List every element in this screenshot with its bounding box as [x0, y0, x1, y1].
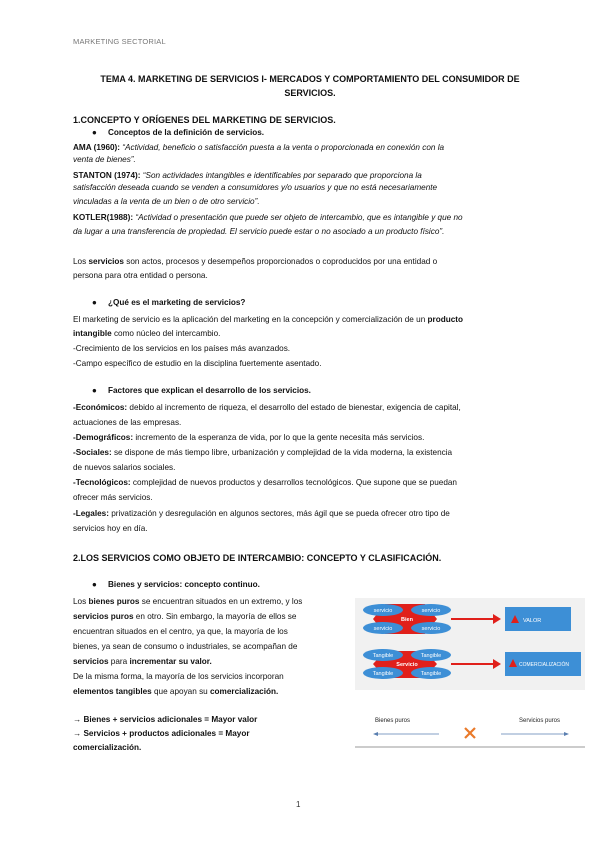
bullet-marketing: ● ¿Qué es el marketing de servicios? — [92, 298, 246, 307]
marketing-paragraph: El marketing de servicio es la aplicación del marketing en la concepción y comercialización de un producto — [73, 315, 464, 324]
continuum-left-arrow — [373, 732, 378, 736]
kotler-definition-cont: da lugar a una transferencia de propiedad. El servicio puede estar o no asociado a un producto físico”. — [73, 227, 445, 236]
section-1-heading: 1.CONCEPTO Y ORÍGENES DEL MARKETING DE SERVICIOS. — [73, 115, 336, 125]
servicio-center-label: Servicio — [396, 662, 418, 668]
document-title: TEMA 4. MARKETING DE SERVICIOS I- MERCADOS Y COMPORTAMIENTO DEL CONSUMIDOR DE SERVICIOS. — [100, 74, 520, 98]
continuum-svg — [355, 712, 585, 752]
continuum-diagram — [355, 712, 585, 752]
running-header: MARKETING SECTORIAL — [73, 37, 166, 46]
factor-legales: -Legales: privatización y desregulación en algunos sectores, más ágil que se pueda ofrecer otro tipo de — [73, 509, 450, 518]
continuum-paragraph-7: elementos tangibles que apoyan su comercialización. — [73, 687, 279, 696]
ama-definition: AMA (1960): “Actividad, beneficio o satisfacción puesta a la venta o proporcionada en conexión con la — [73, 143, 445, 152]
factor-sociales-cont: de nuevos salarios sociales. — [73, 463, 176, 472]
bullet-factores: ● Factores que explican el desarrollo de los servicios. — [92, 386, 311, 395]
ama-definition-cont: venta de bienes”. — [73, 155, 136, 164]
servicios-puros-label: Servicios puros — [519, 718, 561, 724]
kotler-definition: KOTLER(1988): “Actividad o presentación que puede ser objeto de intercambio, que es intangible y que no — [73, 213, 463, 222]
tangible-label-4: Tangible — [420, 671, 442, 677]
bien-label: Bien — [401, 617, 413, 623]
valor-label: VALOR — [523, 618, 542, 624]
stanton-definition: STANTON (1974): “Son actividades intangibles e identificables por separado que proporciona la — [73, 171, 422, 180]
factor-tecnologicos: -Tecnológicos: complejidad de nuevos productos y desarrollos tecnológicos. Que supone que se puedan — [73, 478, 457, 487]
tangible-label-2: Tangible — [420, 653, 442, 659]
continuum-paragraph-4: bienes, ya sean de consumo o industriales, se acompañan de — [73, 642, 298, 651]
bienes-servicios-diagram — [355, 598, 585, 690]
tangible-label-1: Tangible — [372, 653, 394, 659]
continuum-right-arrow — [564, 732, 569, 736]
factor-tecnologicos-cont: ofrecer más servicios. — [73, 493, 153, 502]
servicio-label-1: servicio — [373, 608, 393, 614]
marketing-point-1: -Crecimiento de los servicios en los países más avanzados. — [73, 344, 291, 353]
bullet-concepts: ● Conceptos de la definición de servicios. — [92, 128, 265, 137]
marketing-paragraph-cont: intangible como núcleo del intercambio. — [73, 329, 221, 338]
bullet-bienes-servicios: ● Bienes y servicios: concepto continuo. — [92, 580, 260, 589]
servicio-label-4: servicio — [421, 626, 441, 632]
factor-economicos-cont: actuaciones de las empresas. — [73, 418, 182, 427]
tangible-label-3: Tangible — [372, 671, 394, 677]
continuum-paragraph-5: servicios para incrementar su valor. — [73, 657, 212, 666]
marketing-point-2: -Campo específico de estudio en la disciplina fuertemente asentado. — [73, 359, 322, 368]
servicios-definition-cont: persona para otra entidad o persona. — [73, 271, 208, 280]
equation-servicios-cont: comercialización. — [73, 743, 142, 752]
equation-servicios: → Servicios + productos adicionales = Mayor — [73, 729, 250, 738]
factor-economicos: -Económicos: debido al incremento de riqueza, el desarrollo del estado de bienestar, exigencia de capital, — [73, 403, 461, 412]
bullet-text: Conceptos de la definición de servicios. — [108, 128, 265, 137]
factor-sociales: -Sociales: se dispone de más tiempo libre, urbanización y complejidad de la vida moderna, la existencia — [73, 448, 453, 457]
continuum-paragraph-2: servicios puros en otro. Sin embargo, la mayoría de ellos se — [73, 612, 297, 621]
continuum-paragraph-3: encuentran situados en el centro, ya que, la mayoría de los — [73, 627, 288, 636]
equation-bienes: → Bienes + servicios adicionales = Mayor valor — [73, 715, 258, 724]
bienes-puros-label: Bienes puros — [375, 718, 411, 724]
stanton-definition-cont: satisfacción deseada cuando se venden a consumidores y/o usuarios y que no está necesariamente — [73, 183, 438, 192]
continuum-paragraph-1: Los bienes puros se encuentran situados en un extremo, y los — [73, 597, 303, 606]
factor-legales-cont: servicios hoy en día. — [73, 524, 148, 533]
page-number: 1 — [296, 800, 301, 809]
comercializacion-label: COMERCIALIZACIÓN — [519, 662, 570, 668]
diagram-svg — [355, 598, 585, 690]
servicio-label-2: servicio — [421, 608, 441, 614]
section-2-heading: 2.LOS SERVICIOS COMO OBJETO DE INTERCAMBIO: CONCEPTO Y CLASIFICACIÓN. — [73, 553, 442, 563]
factor-demograficos: -Demográficos: incremento de la esperanza de vida, por lo que la gente necesita más servicios. — [73, 433, 425, 442]
servicios-definition: Los servicios son actos, procesos y desempeños proporcionados o coproducidos por una entidad o — [73, 257, 438, 266]
stanton-definition-cont2: vinculadas a la venta de un bien o de otro servicio”. — [73, 197, 260, 206]
servicio-label-3: servicio — [373, 626, 393, 632]
continuum-paragraph-6: De la misma forma, la mayoría de los servicios incorporan — [73, 672, 284, 681]
